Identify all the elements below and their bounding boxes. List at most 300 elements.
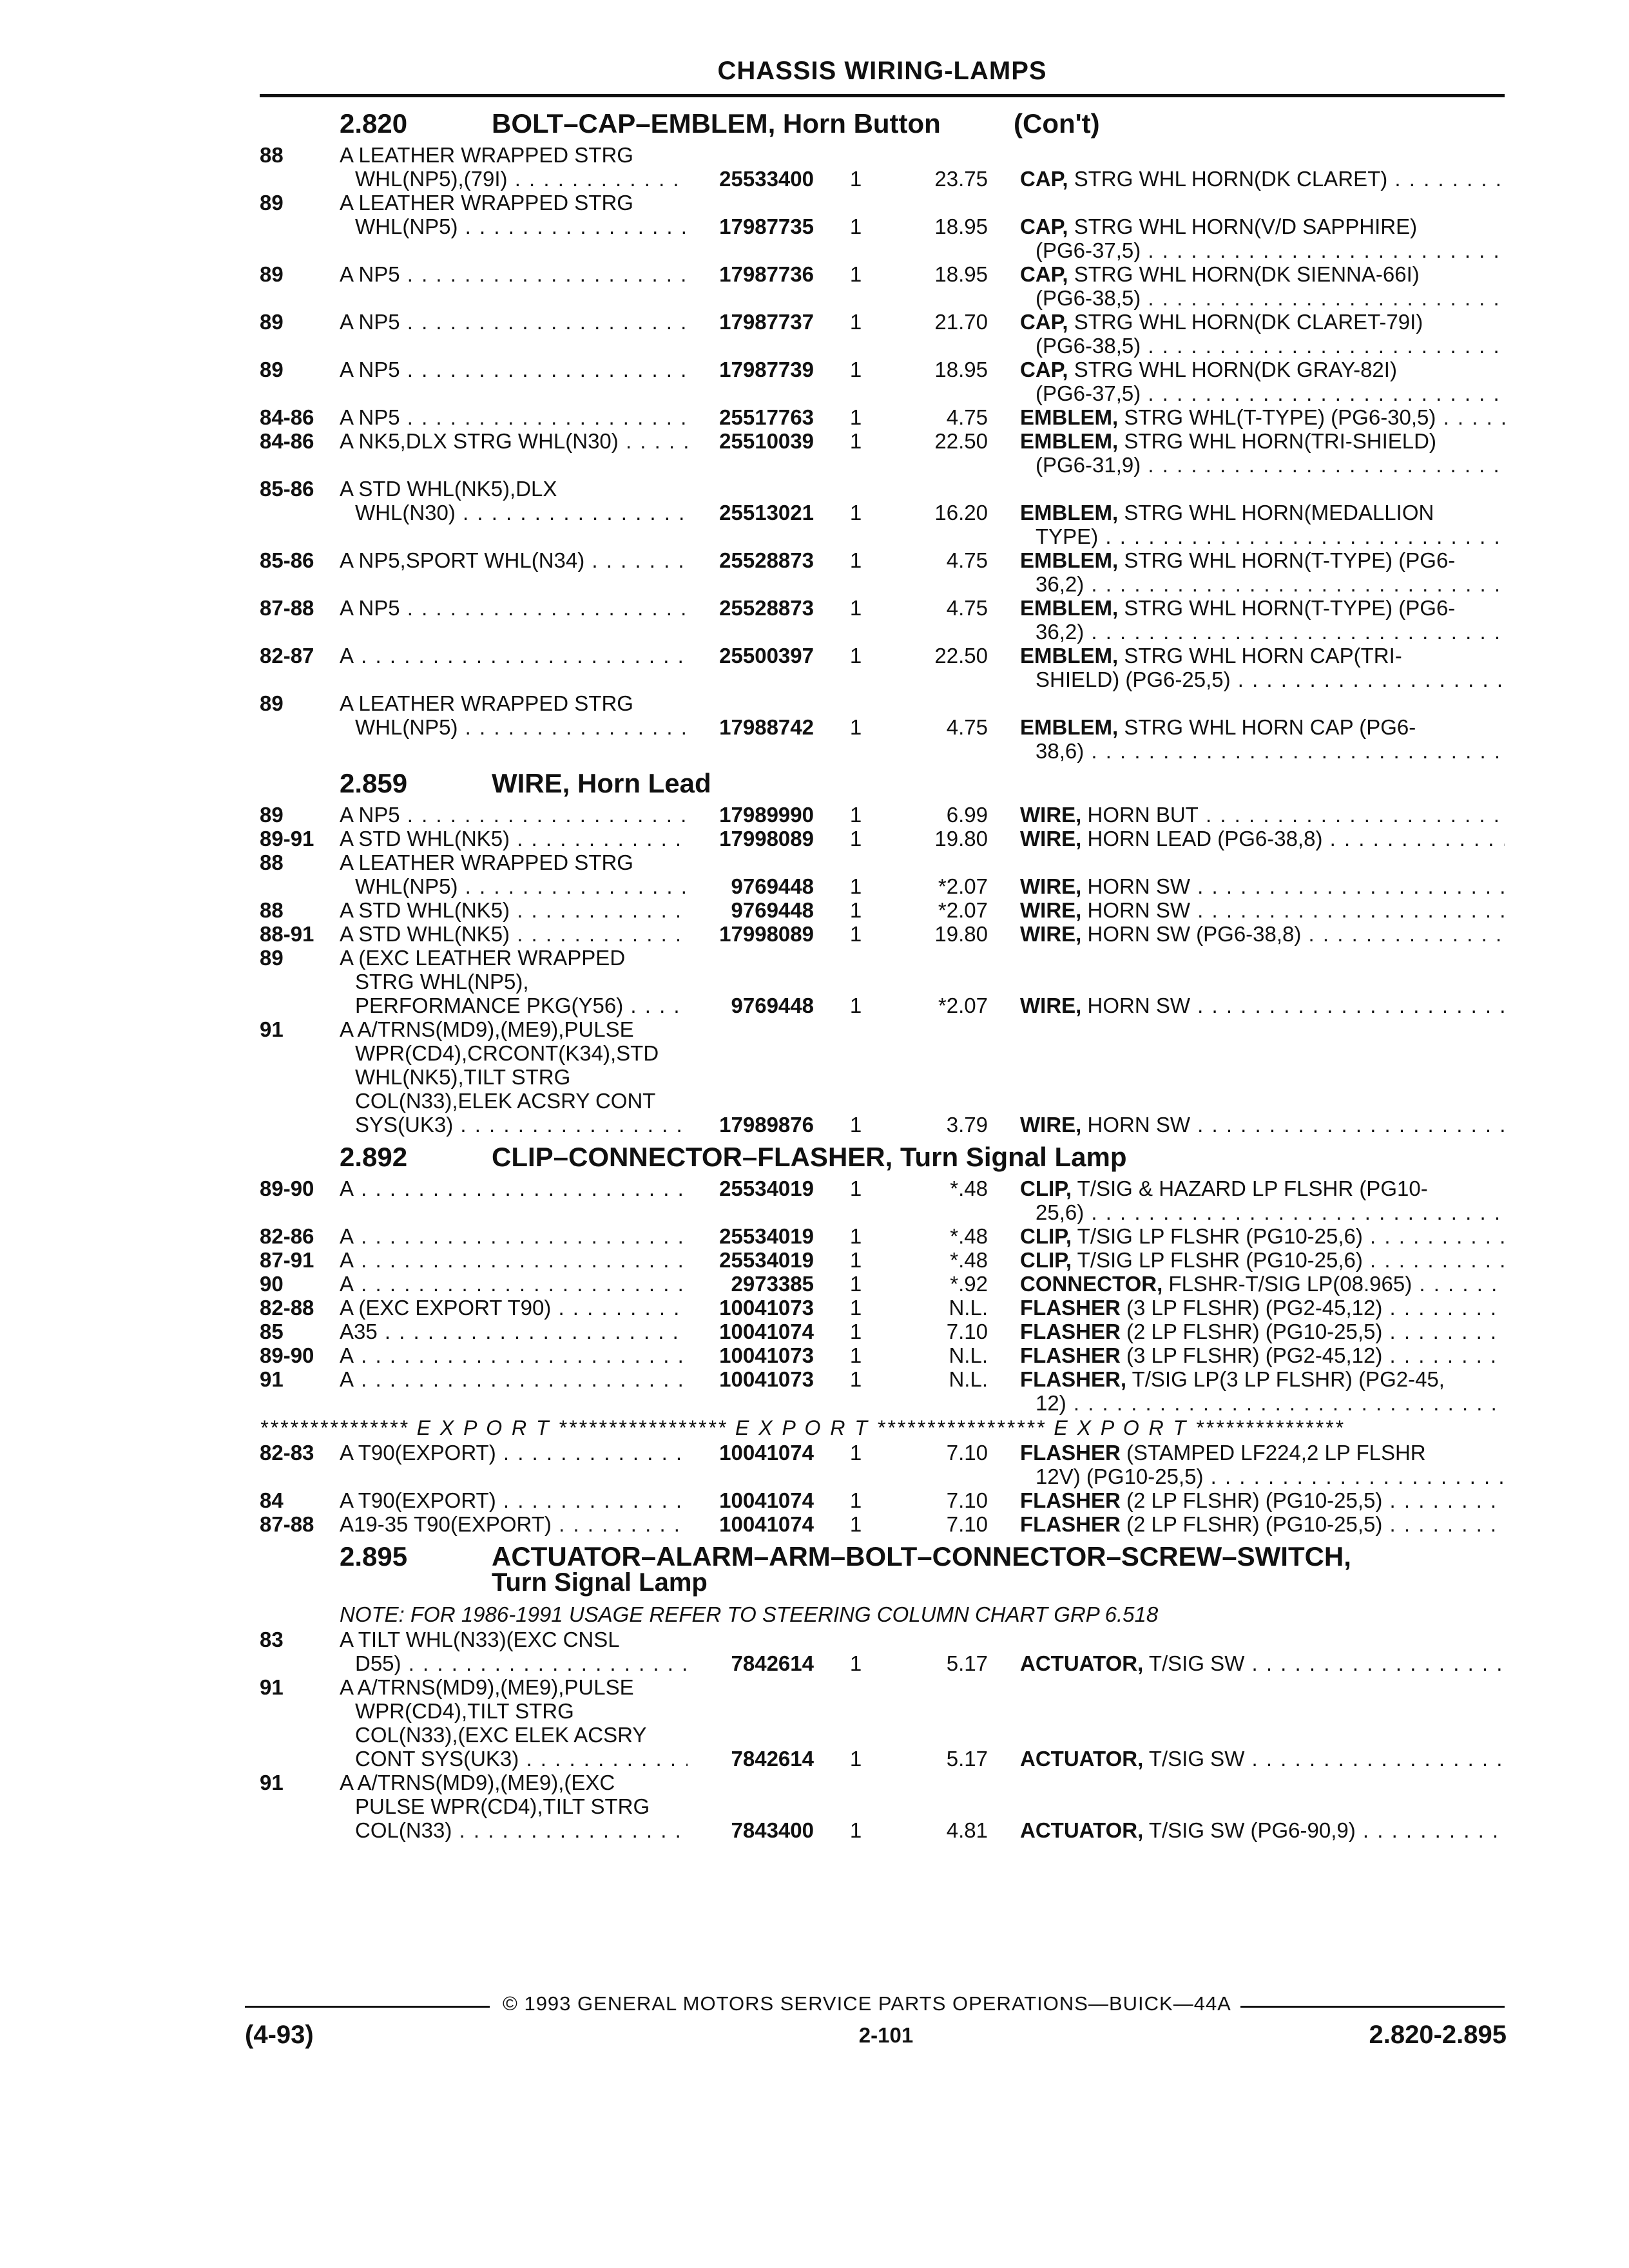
part-number: 25528873 [719,548,814,572]
part-name-line: EMBLEM, STRG WHL(T-TYPE) (PG6-30,5) . . . [1020,405,1505,429]
part-number: 10041073 [719,1367,814,1391]
part-name-keyword: EMBLEM, [1020,644,1119,668]
table-row [260,1272,1505,1296]
part-name-keyword: CAP, [1020,358,1068,381]
usage-line: COL(N33),(EXC ELEK ACSRY [355,1723,647,1747]
usage-line: COL(N33) . . . [340,1818,688,1842]
part-name [1020,1367,1505,1415]
usage-line: A STD WHL(NK5) . . . [340,898,688,922]
part-name-keyword: FLASHER [1020,1343,1121,1367]
usage-line: A NP5 . . . [340,262,688,286]
part-name-line: 36,2) . . . [1020,572,1505,596]
usage-line: A LEATHER WRAPPED STRG [340,143,633,167]
usage-line: A . . . [340,1177,688,1200]
price: N.L. [949,1367,988,1391]
usage-line: A A/TRNS(MD9),(ME9),PULSE [340,1675,634,1699]
usage-line: A . . . [340,644,688,668]
section-title: WIRE, Horn Lead [492,768,711,798]
usage-description [340,691,688,739]
part-name-line: WIRE, HORN SW . . . [1020,898,1505,922]
part-name-keyword: CAP, [1020,167,1068,191]
part-name [1020,874,1505,898]
part-name-line: (PG6-38,5) . . . [1020,334,1505,358]
model-years: 89 [260,946,284,970]
part-name [1020,1651,1505,1675]
table-row [260,1017,1505,1137]
usage-description [340,310,688,334]
part-number: 25510039 [719,429,814,453]
model-years: 84 [260,1488,284,1512]
part-number: 25533400 [719,167,814,191]
part-name [1020,994,1505,1017]
part-name-line: EMBLEM, STRG WHL HORN(T-TYPE) (PG6- [1020,596,1456,620]
model-years: 84-86 [260,405,314,429]
part-name-keyword: FLASHER [1020,1441,1121,1465]
quantity: 1 [849,1113,862,1137]
part-name [1020,922,1505,946]
table-row [260,1367,1505,1415]
usage-description [340,1248,688,1272]
usage-description [340,1177,688,1200]
part-name [1020,1441,1505,1488]
usage-description [340,898,688,922]
price: *.48 [950,1248,988,1272]
table-row [260,691,1505,763]
price: 4.75 [946,548,988,572]
part-name-line: WIRE, HORN SW . . . [1020,1113,1505,1137]
usage-line: A T90(EXPORT) . . . [340,1488,688,1512]
quantity: 1 [849,548,862,572]
part-number: 7843400 [731,1818,814,1842]
table-row [260,191,1505,262]
part-name-line: FLASHER (3 LP FLSHR) (PG2-45,12) . . . [1020,1296,1505,1320]
part-name [1020,167,1505,191]
section-title: CLIP–CONNECTOR–FLASHER, Turn Signal Lamp [492,1142,1127,1172]
usage-line: A STD WHL(NK5) . . . [340,922,688,946]
quantity: 1 [849,922,862,946]
continued-label: (Con't) [1014,108,1100,139]
part-name-line: ACTUATOR, T/SIG SW (PG6-90,9) . . . [1020,1818,1505,1842]
quantity: 1 [849,994,862,1017]
quantity: 1 [849,1224,862,1248]
usage-description [340,1272,688,1296]
price: N.L. [949,1296,988,1320]
price: 4.81 [946,1818,988,1842]
quantity: 1 [849,898,862,922]
part-number: 17987737 [719,310,814,334]
model-years: 88 [260,143,284,167]
footer-copyright: © 1993 GENERAL MOTORS SERVICE PARTS OPERATIONS—BUICK—44A [503,1992,1231,2015]
part-name-keyword: EMBLEM, [1020,429,1119,453]
part-name-keyword: EMBLEM, [1020,596,1119,620]
section-header [260,763,1505,803]
part-name-line: EMBLEM, STRG WHL HORN(TRI-SHIELD) [1020,429,1436,453]
part-name-line: EMBLEM, STRG WHL HORN(MEDALLION [1020,501,1434,524]
part-name [1020,1818,1505,1842]
quantity: 1 [849,310,862,334]
part-number: 25513021 [719,501,814,524]
quantity: 1 [849,1320,862,1343]
part-name-keyword: ACTUATOR, [1020,1651,1144,1675]
model-years: 85 [260,1320,284,1343]
price: 6.99 [946,803,988,827]
quantity: 1 [849,262,862,286]
usage-line: A NP5 . . . [340,405,688,429]
usage-line: A NP5 . . . [340,596,688,620]
model-years: 85-86 [260,548,314,572]
footer-rule-right [1240,2006,1505,2008]
part-number: 17998089 [719,922,814,946]
part-name-keyword: FLASHER [1020,1320,1121,1343]
usage-description [340,644,688,668]
section-title-line2: Turn Signal Lamp [492,1568,708,1597]
footer-date: (4-93) [245,2021,314,2049]
section-number: 2.820 [340,108,408,139]
part-name [1020,644,1505,691]
quantity: 1 [849,715,862,739]
table-row [260,358,1505,405]
table-row [260,1488,1505,1512]
part-name [1020,429,1505,477]
part-name [1020,1224,1505,1248]
usage-line: A A/TRNS(MD9),(ME9),(EXC [340,1771,615,1794]
usage-line: WPR(CD4),CRCONT(K34),STD [355,1041,659,1065]
table-row [260,1628,1505,1675]
model-years: 89 [260,191,284,215]
model-years: 91 [260,1675,284,1699]
model-years: 89 [260,262,284,286]
usage-line: A T90(EXPORT) . . . [340,1441,688,1465]
section-header [260,103,1505,143]
part-number: 7842614 [731,1747,814,1771]
part-name-keyword: EMBLEM, [1020,405,1119,429]
part-name-line: 25,6) . . . [1020,1200,1505,1224]
price: 7.10 [946,1512,988,1536]
part-name-line: (PG6-37,5) . . . [1020,381,1505,405]
model-years: 82-83 [260,1441,314,1465]
usage-line: A NP5,SPORT WHL(N34) . . . [340,548,688,572]
model-years: 89 [260,803,284,827]
price: 5.17 [946,1651,988,1675]
usage-description [340,429,688,453]
usage-description [340,1320,688,1343]
part-name-keyword: WIRE, [1020,922,1082,946]
usage-line: A . . . [340,1272,688,1296]
section-title: ACTUATOR–ALARM–ARM–BOLT–CONNECTOR–SCREW–SWITCH, [492,1541,1351,1571]
model-years: 84-86 [260,429,314,453]
model-years: 91 [260,1367,284,1391]
part-name-line: SHIELD) (PG6-25,5) . . . [1020,668,1505,691]
table-row [260,644,1505,691]
part-name [1020,1320,1505,1343]
table-row [260,1675,1505,1771]
section-number: 2.892 [340,1142,408,1172]
model-years: 89-91 [260,827,314,850]
page-title: CHASSIS WIRING-LAMPS [717,57,1047,85]
price: 4.75 [946,596,988,620]
table-row [260,1224,1505,1248]
part-name-line: (PG6-38,5) . . . [1020,286,1505,310]
part-name-keyword: EMBLEM, [1020,501,1119,524]
part-name-line: CLIP, T/SIG LP FLSHR (PG10-25,6) . . . [1020,1248,1505,1272]
part-number: 25517763 [719,405,814,429]
usage-line: WHL(NK5),TILT STRG [355,1065,571,1089]
price: N.L. [949,1343,988,1367]
usage-line: CONT SYS(UK3) . . . [340,1747,688,1771]
part-number: 10041073 [719,1343,814,1367]
price: 21.70 [934,310,988,334]
part-name [1020,1747,1505,1771]
part-name-line: (PG6-31,9) . . . [1020,453,1505,477]
page-number: 2-101 [858,2023,914,2047]
part-name [1020,262,1505,310]
usage-description [340,405,688,429]
part-number: 10041074 [719,1320,814,1343]
section-number: 2.859 [340,768,408,798]
part-name-line: CLIP, T/SIG & HAZARD LP FLSHR (PG10- [1020,1177,1428,1200]
part-number: 17987735 [719,215,814,238]
table-row [260,1177,1505,1224]
part-number: 10041074 [719,1512,814,1536]
part-name-line: WIRE, HORN SW . . . [1020,994,1505,1017]
price: *2.07 [938,874,988,898]
part-number: 10041074 [719,1488,814,1512]
part-number: 7842614 [731,1651,814,1675]
part-number: 25534019 [719,1224,814,1248]
usage-line: SYS(UK3) . . . [340,1113,688,1137]
part-name-keyword: FLASHER [1020,1296,1121,1320]
table-row [260,548,1505,596]
quantity: 1 [849,644,862,668]
part-name [1020,898,1505,922]
part-name-line: ACTUATOR, T/SIG SW . . . [1020,1651,1505,1675]
table-row [260,898,1505,922]
usage-line: WHL(NP5),(79I) . . . [340,167,688,191]
part-number: 17987739 [719,358,814,381]
part-name-line: FLASHER, T/SIG LP(3 LP FLSHR) (PG2-45, [1020,1367,1445,1391]
part-name-keyword: CLIP, [1020,1177,1072,1200]
part-name-line: CONNECTOR, FLSHR-T/SIG LP(08.965) . . . [1020,1272,1505,1296]
usage-line: A LEATHER WRAPPED STRG [340,850,633,874]
usage-description [340,143,688,191]
usage-line: A LEATHER WRAPPED STRG [340,691,633,715]
part-name-line: FLASHER (STAMPED LF224,2 LP FLSHR [1020,1441,1426,1465]
price: 18.95 [934,262,988,286]
usage-line: WHL(N30) . . . [340,501,688,524]
quantity: 1 [849,1248,862,1272]
table-row [260,143,1505,191]
model-years: 91 [260,1017,284,1041]
section-header [260,1137,1505,1177]
quantity: 1 [849,827,862,850]
usage-line: A STD WHL(NK5) . . . [340,827,688,850]
section-number: 2.895 [340,1541,408,1571]
model-years: 82-88 [260,1296,314,1320]
part-name-line: (PG6-37,5) . . . [1020,238,1505,262]
table-row [260,477,1505,548]
price: 19.80 [934,922,988,946]
usage-line: A . . . [340,1367,688,1391]
part-name [1020,1488,1505,1512]
part-name-line: FLASHER (2 LP FLSHR) (PG10-25,5) . . . [1020,1488,1505,1512]
quantity: 1 [849,1296,862,1320]
quantity: 1 [849,215,862,238]
table-row [260,1296,1505,1320]
section-header [260,1536,1505,1602]
part-name-line: FLASHER (2 LP FLSHR) (PG10-25,5) . . . [1020,1320,1505,1343]
usage-description [340,1224,688,1248]
quantity: 1 [849,1818,862,1842]
part-name [1020,1512,1505,1536]
part-number: 17989876 [719,1113,814,1137]
part-name [1020,1248,1505,1272]
price: *.48 [950,1177,988,1200]
part-name-keyword: CAP, [1020,262,1068,286]
usage-line: A A/TRNS(MD9),(ME9),PULSE [340,1017,634,1041]
quantity: 1 [849,1747,862,1771]
table-row [260,405,1505,429]
part-name-line: FLASHER (2 LP FLSHR) (PG10-25,5) . . . [1020,1512,1505,1536]
usage-description [340,946,688,1017]
quantity: 1 [849,358,862,381]
usage-description [340,1343,688,1367]
usage-line: A NP5 . . . [340,803,688,827]
quantity: 1 [849,1343,862,1367]
quantity: 1 [849,1488,862,1512]
price: 23.75 [934,167,988,191]
price: 7.10 [946,1320,988,1343]
model-years: 88-91 [260,922,314,946]
usage-line: A (EXC EXPORT T90) . . . [340,1296,688,1320]
usage-line: A NP5 . . . [340,358,688,381]
part-name-keyword: CAP, [1020,215,1068,238]
quantity: 1 [849,429,862,453]
price: 5.17 [946,1747,988,1771]
parts-catalog-body [260,103,1505,1842]
part-name-keyword: WIRE, [1020,1113,1082,1137]
part-name [1020,1296,1505,1320]
part-name-keyword: ACTUATOR, [1020,1747,1144,1771]
part-name [1020,215,1505,262]
quantity: 1 [849,1177,862,1200]
usage-line: COL(N33),ELEK ACSRY CONT [355,1089,656,1113]
part-name [1020,1177,1505,1224]
price: 22.50 [934,644,988,668]
usage-description [340,1675,688,1771]
part-name-keyword: FLASHER [1020,1488,1121,1512]
usage-line: A . . . [340,1224,688,1248]
part-name [1020,827,1505,850]
part-name-keyword: FLASHER [1020,1512,1121,1536]
table-row [260,1512,1505,1536]
part-name-keyword: FLASHER, [1020,1367,1126,1391]
quantity: 1 [849,1651,862,1675]
model-years: 90 [260,1272,284,1296]
part-name-line: TYPE) . . . [1020,524,1505,548]
price: 22.50 [934,429,988,453]
part-name-line: EMBLEM, STRG WHL HORN CAP (PG6- [1020,715,1416,739]
part-number: 9769448 [731,898,814,922]
usage-description [340,1488,688,1512]
price: *2.07 [938,898,988,922]
table-row [260,429,1505,477]
table-row [260,1320,1505,1343]
usage-line: A LEATHER WRAPPED STRG [340,191,633,215]
price: 19.80 [934,827,988,850]
model-years: 87-88 [260,596,314,620]
part-name [1020,501,1505,548]
part-name [1020,548,1505,596]
usage-line: A . . . [340,1248,688,1272]
part-name-line: 36,2) . . . [1020,620,1505,644]
part-name-keyword: ACTUATOR, [1020,1818,1144,1842]
part-name [1020,715,1505,763]
part-name [1020,1343,1505,1367]
usage-description [340,850,688,898]
table-row [260,922,1505,946]
footer-rule-left [245,2006,490,2008]
usage-line: D55) . . . [340,1651,688,1675]
usage-line: A TILT WHL(N33)(EXC CNSL [340,1628,620,1651]
usage-description [340,1017,688,1137]
usage-description [340,1367,688,1391]
part-number: 25500397 [719,644,814,668]
part-name [1020,310,1505,358]
usage-description [340,827,688,850]
model-years: 89-90 [260,1177,314,1200]
part-name-line: 12V) (PG10-25,5) . . . [1020,1465,1505,1488]
footer-section-range: 2.820-2.895 [1369,2021,1507,2049]
quantity: 1 [849,167,862,191]
quantity: 1 [849,874,862,898]
table-row [260,262,1505,310]
part-name-keyword: EMBLEM, [1020,715,1119,739]
part-name-keyword: WIRE, [1020,827,1082,850]
part-number: 25534019 [719,1248,814,1272]
part-number: 2973385 [731,1272,814,1296]
usage-description [340,1628,688,1675]
part-name-keyword: WIRE, [1020,803,1082,827]
model-years: 88 [260,898,284,922]
price: 18.95 [934,215,988,238]
part-number: 17987736 [719,262,814,286]
part-name [1020,358,1505,405]
part-name-keyword: WIRE, [1020,898,1082,922]
price: 4.75 [946,715,988,739]
quantity: 1 [849,1441,862,1465]
part-name-keyword: EMBLEM, [1020,548,1119,572]
model-years: 87-88 [260,1512,314,1536]
price: 3.79 [946,1113,988,1137]
usage-line: WHL(NP5) . . . [340,874,688,898]
part-name-line: CLIP, T/SIG LP FLSHR (PG10-25,6) . . . [1020,1224,1505,1248]
quantity: 1 [849,1367,862,1391]
price: *.48 [950,1224,988,1248]
table-row [260,850,1505,898]
section-title: BOLT–CAP–EMBLEM, Horn Button [492,108,941,139]
part-number: 17988742 [719,715,814,739]
usage-line: A35 . . . [340,1320,688,1343]
model-years: 89 [260,358,284,381]
part-number: 10041074 [719,1441,814,1465]
part-name-keyword: CLIP, [1020,1248,1072,1272]
part-name-line: EMBLEM, STRG WHL HORN(T-TYPE) (PG6- [1020,548,1456,572]
part-name-line: WIRE, HORN SW (PG6-38,8) . . . [1020,922,1505,946]
usage-description [340,191,688,238]
usage-line: A STD WHL(NK5),DLX [340,477,557,501]
part-name-line: CAP, STRG WHL HORN(DK CLARET-79I) [1020,310,1423,334]
model-years: 85-86 [260,477,314,501]
